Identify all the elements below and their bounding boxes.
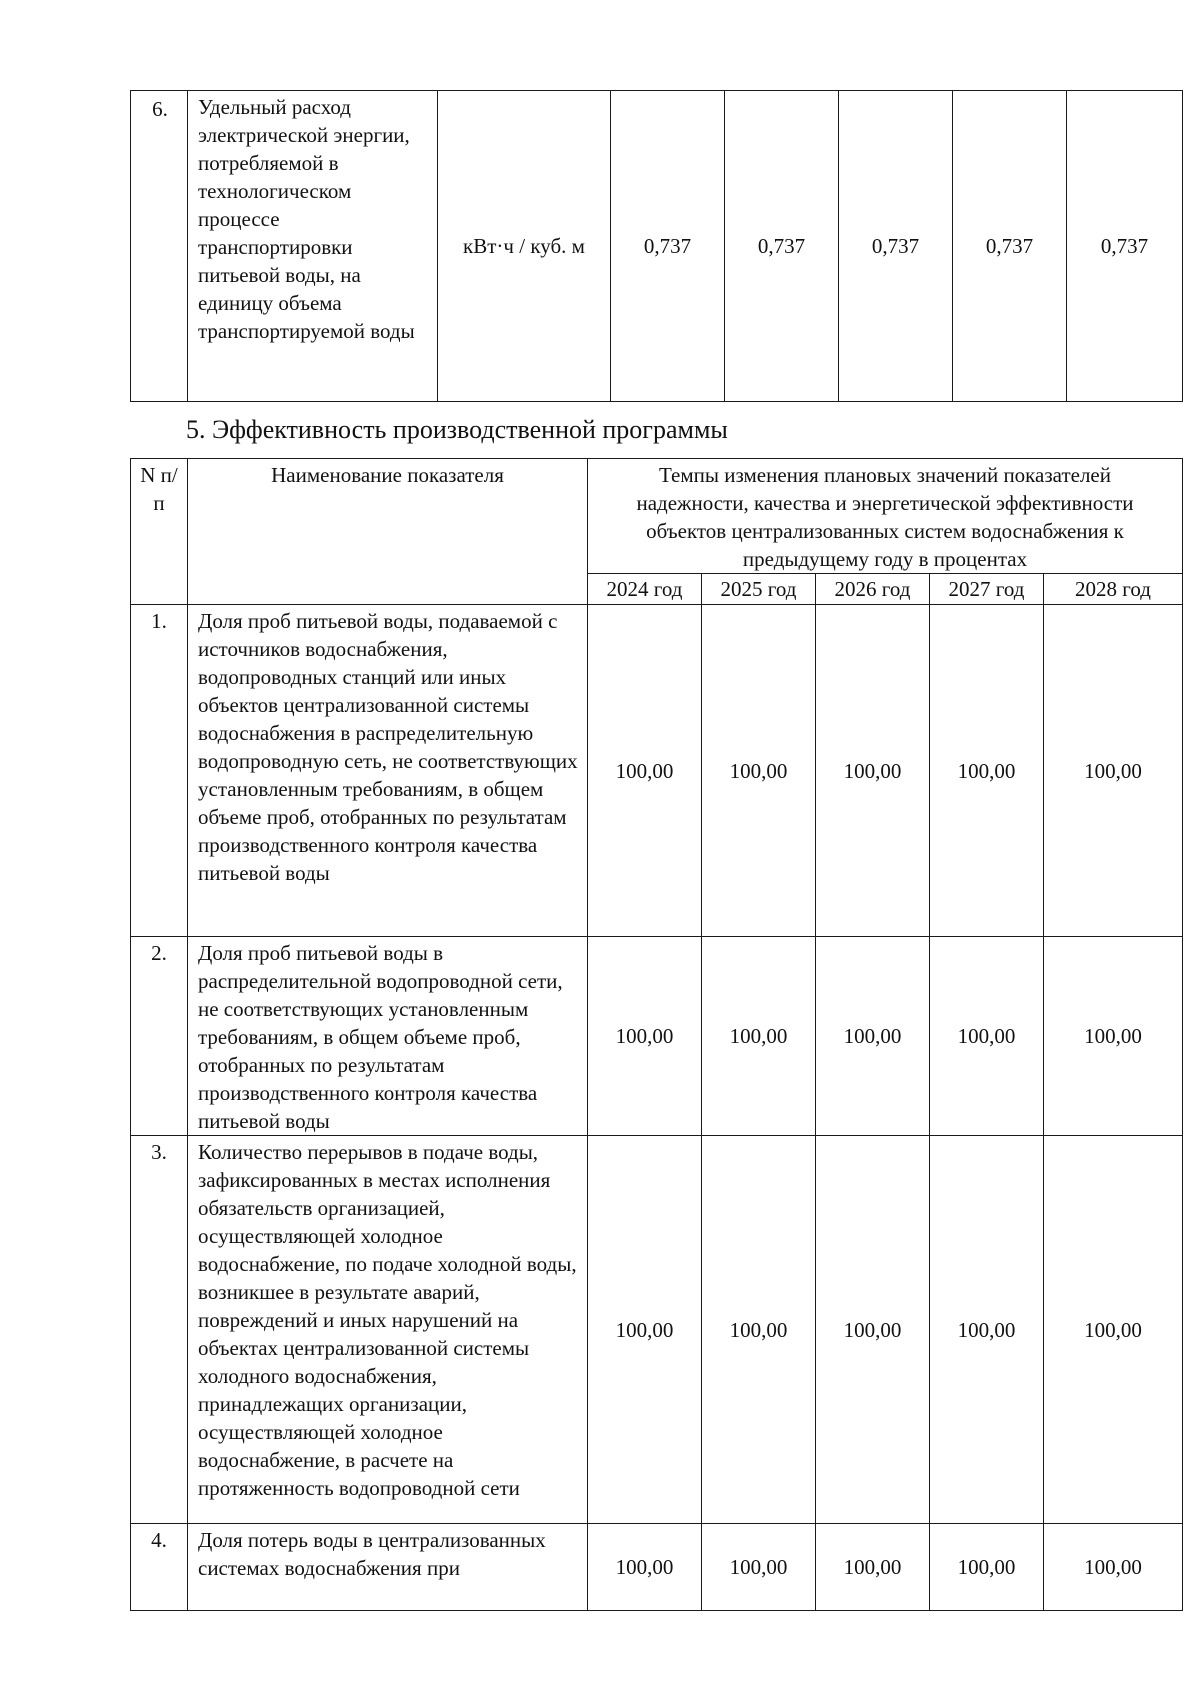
value-cell: 100,00	[816, 1136, 930, 1524]
indicator-table-continuation	[130, 90, 1183, 402]
unit-cell: кВт·ч / куб. м	[438, 91, 611, 402]
value-cell: 100,00	[702, 605, 816, 937]
indicator-name: Удельный расход электрической энергии, потребляемой в технологическом процессе транспортировки питьевой воды, на единицу объема транспортируемой воды	[188, 91, 438, 402]
value-cell: 0,737	[611, 91, 725, 402]
value-cell: 100,00	[930, 1136, 1044, 1524]
value-cell: 100,00	[588, 1524, 702, 1611]
table-header-row	[131, 459, 1183, 574]
value-cell: 0,737	[953, 91, 1067, 402]
value-cell: 0,737	[1067, 91, 1183, 402]
header-number: N п/п	[131, 459, 188, 605]
table-row	[131, 1524, 1183, 1611]
value-cell: 100,00	[588, 937, 702, 1136]
header-indicator-name: Наименование показателя	[188, 459, 588, 605]
value-cell: 100,00	[930, 605, 1044, 937]
row-number: 1.	[131, 605, 188, 937]
row-number: 2.	[131, 937, 188, 1136]
header-year: 2024 год	[588, 574, 702, 605]
efficiency-table	[130, 458, 1183, 1611]
row-number: 4.	[131, 1524, 188, 1611]
header-rates-group: Темпы изменения плановых значений показателей надежности, качества и энергетической эффективности объектов централизованных систем водоснабжения к предыдущему году в процентах	[588, 459, 1183, 574]
value-cell: 100,00	[816, 605, 930, 937]
section-heading: 5. Эффективность производственной программы	[186, 415, 728, 444]
value-cell: 100,00	[702, 937, 816, 1136]
value-cell: 100,00	[1044, 937, 1183, 1136]
header-year: 2025 год	[702, 574, 816, 605]
value-cell: 100,00	[930, 937, 1044, 1136]
table-row	[131, 91, 1183, 402]
value-cell: 100,00	[1044, 1136, 1183, 1524]
header-year: 2028 год	[1044, 574, 1183, 605]
table-row	[131, 937, 1183, 1136]
value-cell: 0,737	[839, 91, 953, 402]
value-cell: 100,00	[1044, 1524, 1183, 1611]
header-year: 2027 год	[930, 574, 1044, 605]
indicator-name: Доля проб питьевой воды в распределительной водопроводной сети, не соответствующих установленным требованиям, в общем объеме проб, отобранных по результатам производственного контроля качества питьевой воды	[188, 937, 588, 1136]
table-row	[131, 605, 1183, 937]
value-cell: 100,00	[588, 1136, 702, 1524]
indicator-name: Количество перерывов в подаче воды, зафиксированных в местах исполнения обязательств организацией, осуществляющей холодное водоснабжение, по подаче холодной воды, возникшее в результате аварий, повреждений и иных нарушений на объектах централизованной системы холодного водоснабжения, принадлежащих организации, осуществляющей холодное водоснабжение, в расчете на протяженность водопроводной сети	[188, 1136, 588, 1524]
value-cell: 100,00	[588, 605, 702, 937]
header-year: 2026 год	[816, 574, 930, 605]
row-number: 3.	[131, 1136, 188, 1524]
indicator-name: Доля проб питьевой воды, подаваемой с источников водоснабжения, водопроводных станций или иных объектов централизованной системы водоснабжения в распределительную водопроводную сеть, не соответствующих установленным требованиям, в общем объеме проб, отобранных по результатам производственного контроля качества питьевой воды	[188, 605, 588, 937]
table-row	[131, 1136, 1183, 1524]
value-cell: 100,00	[1044, 605, 1183, 937]
indicator-name: Доля потерь воды в централизованных системах водоснабжения при	[188, 1524, 588, 1611]
row-number: 6.	[131, 91, 188, 402]
value-cell: 0,737	[725, 91, 839, 402]
value-cell: 100,00	[816, 937, 930, 1136]
value-cell: 100,00	[816, 1524, 930, 1611]
value-cell: 100,00	[702, 1524, 816, 1611]
value-cell: 100,00	[930, 1524, 1044, 1611]
value-cell: 100,00	[702, 1136, 816, 1524]
